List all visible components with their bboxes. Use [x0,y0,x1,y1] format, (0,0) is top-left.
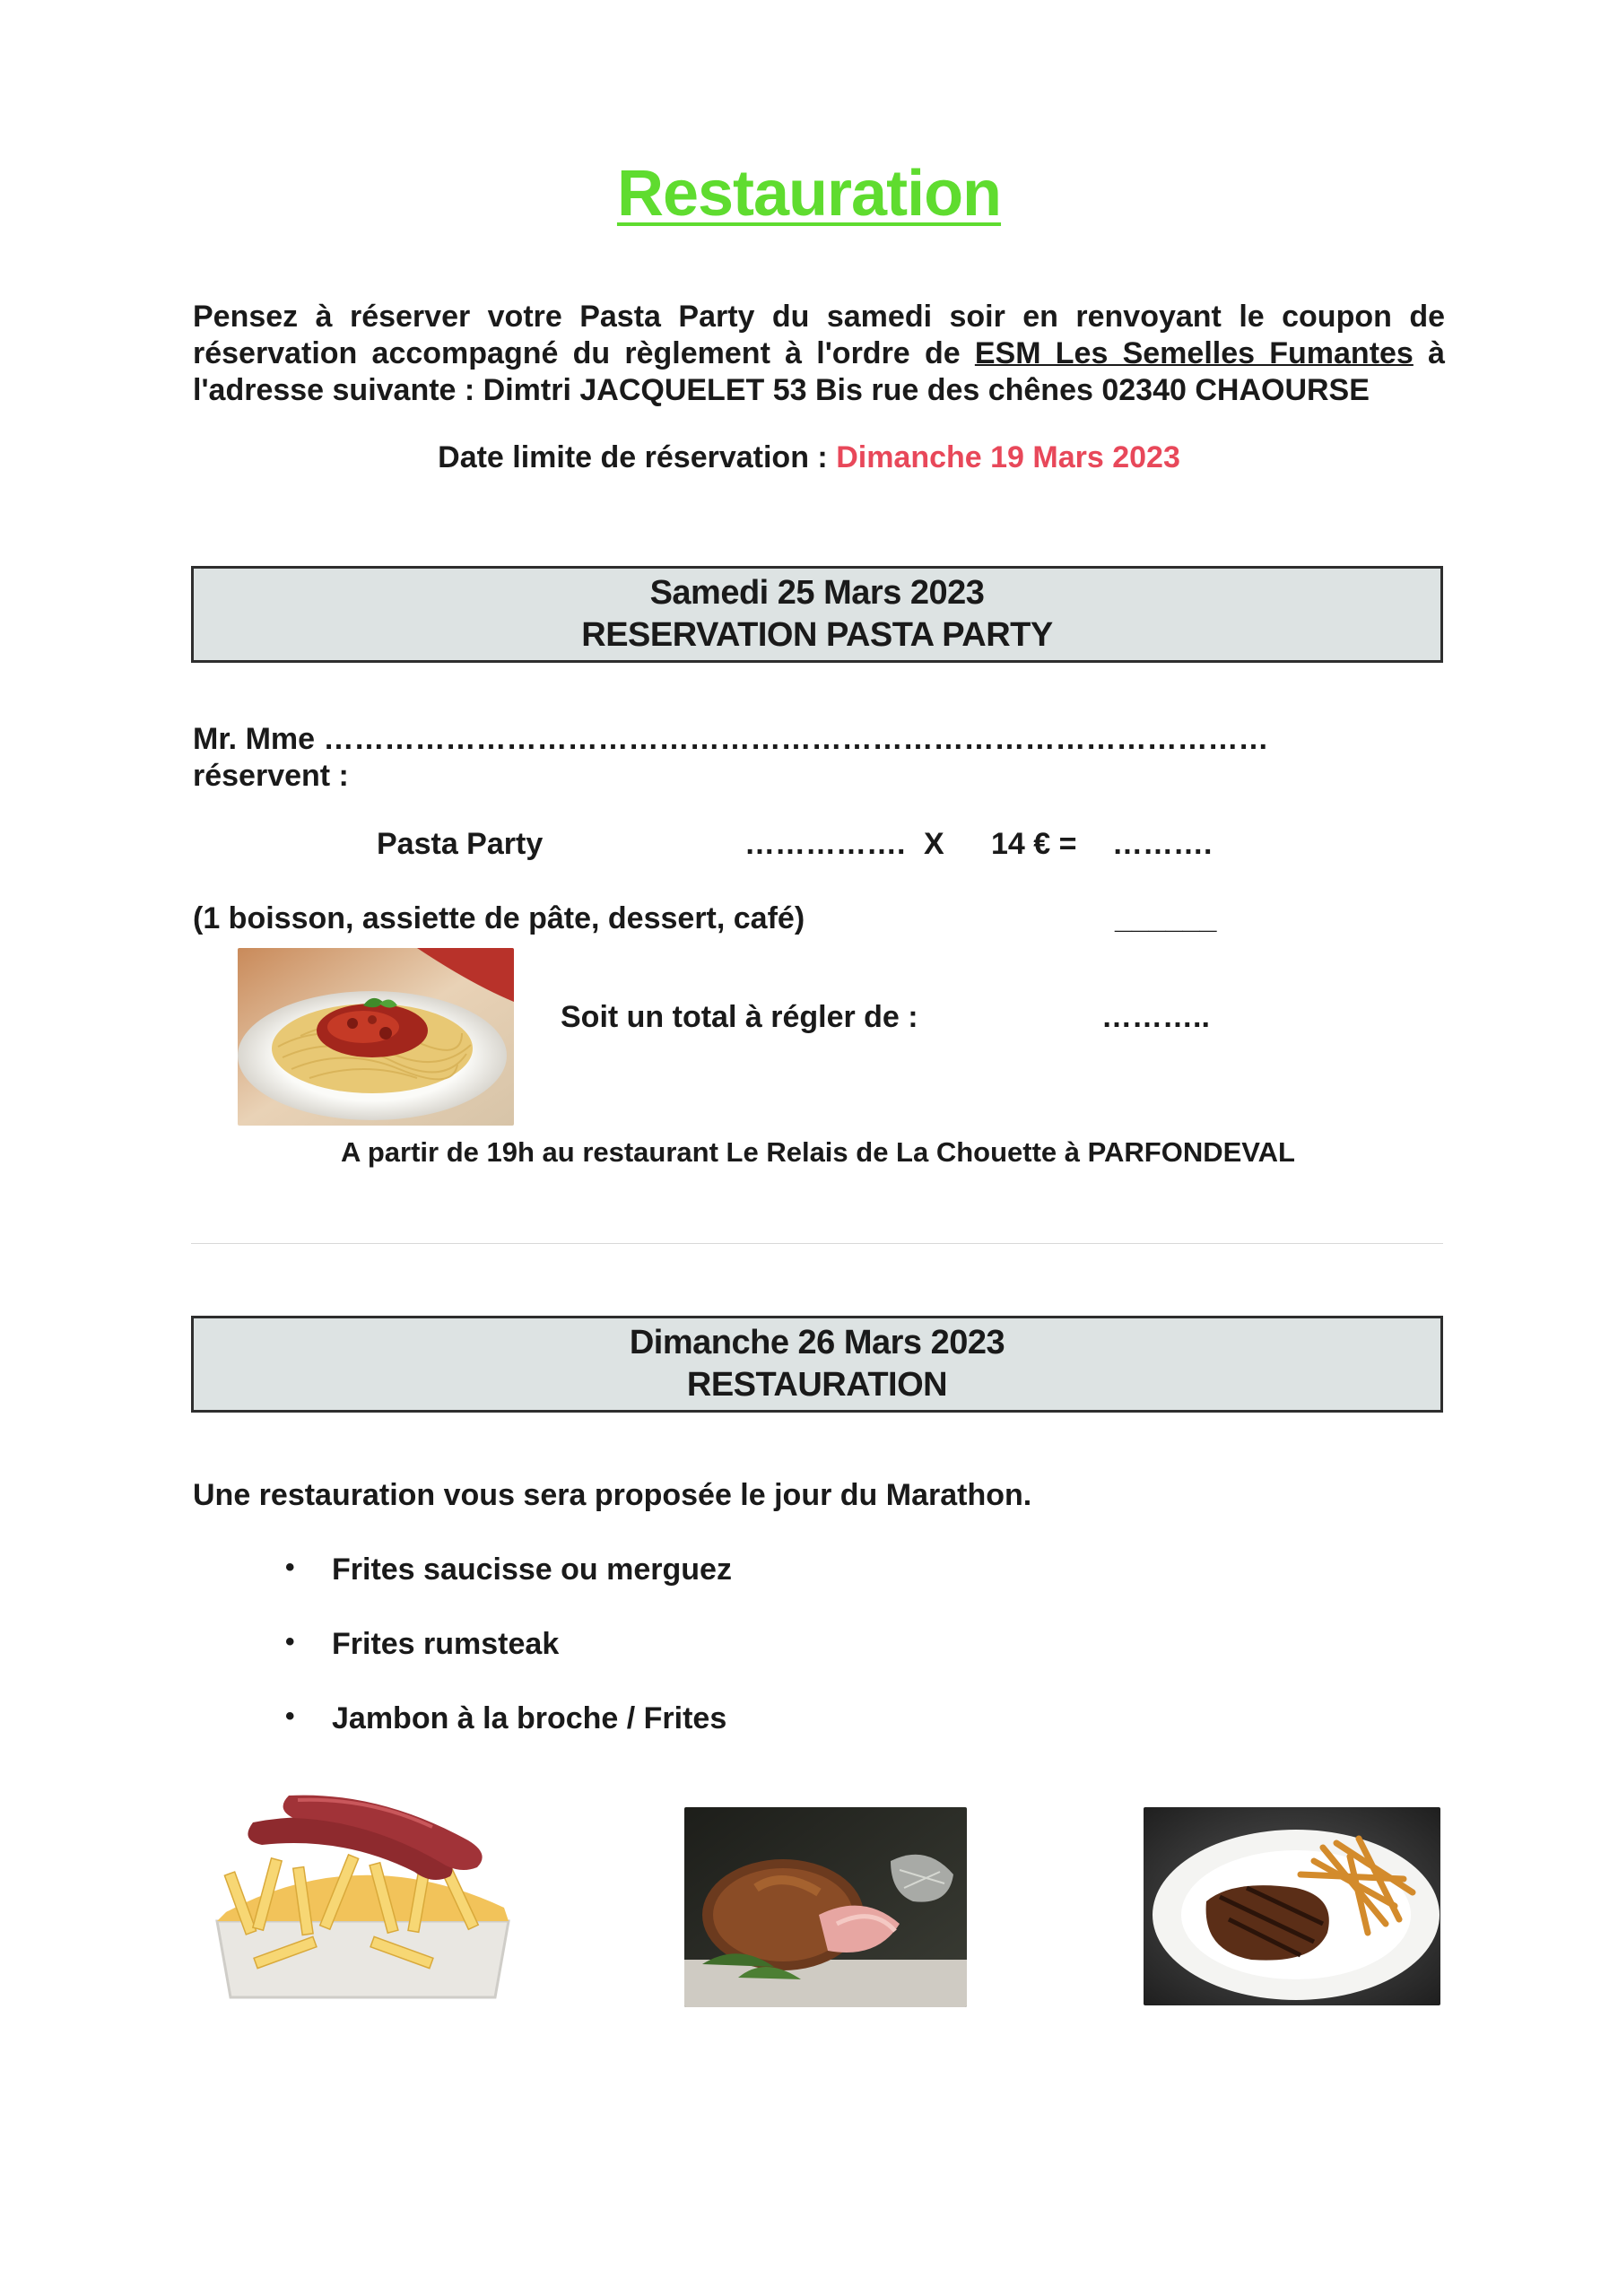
total-label: Soit un total à régler de : [561,1000,918,1034]
total-blank[interactable]: ……….. [1101,1000,1210,1034]
bullet-icon: • [285,1627,295,1657]
menu-item [285,1627,732,1701]
intro-paragraph [193,299,1445,409]
section-divider [191,1243,1443,1244]
page-title: Restauration [616,158,1002,230]
event-location: A partir de 19h au restaurant Le Relais de La Chouette à PARFONDEVAL [341,1136,1295,1168]
deadline-date: Dimanche 19 Mars 2023 [836,440,1180,474]
reserve-label: réservent : [193,759,349,793]
pasta-photo [238,948,514,1126]
deadline-label: Date limite de réservation : [438,440,837,474]
saturday-heading: RESERVATION PASTA PARTY [581,616,1053,654]
food-menu-list [285,1552,732,1776]
quantity-blank[interactable]: ……………. [744,827,906,861]
unit-price: 14 € = [991,827,1077,861]
menu-item-label: Frites saucisse ou merguez [332,1552,732,1587]
saturday-date: Samedi 25 Mars 2023 [649,574,985,612]
intro-text-end: à l'adresse suivante : Dimtri JACQUELET 53 Bis rue des chênes 02340 CHAOURSE [193,336,1446,407]
menu-item [285,1552,732,1627]
saturday-banner [191,566,1443,663]
bullet-icon: • [285,1552,295,1582]
menu-item [285,1701,732,1776]
sunday-banner [191,1316,1443,1413]
menu-item-label: Frites rumsteak [332,1627,560,1661]
ham-photo [684,1807,967,2007]
organization-name: ESM Les Semelles Fumantes [974,336,1414,370]
subtotal-line: ______ [1115,901,1217,935]
name-field-line[interactable]: Mr. Mme ………………………………………………………………………………… [193,722,1269,756]
steak-fries-photo [1144,1807,1440,2005]
bullet-icon: • [285,1701,295,1731]
amount-blank[interactable]: ………. [1112,827,1213,861]
sunday-date: Dimanche 26 Mars 2023 [629,1324,1005,1361]
menu-item-label: Jambon à la broche / Frites [332,1701,727,1735]
item-label: Pasta Party [377,827,544,861]
sunday-intro: Une restauration vous sera proposée le jour du Marathon. [193,1478,1032,1512]
sunday-heading: RESTAURATION [686,1366,948,1404]
fries-sausage-photo [199,1787,526,2006]
multiply-sign: X [924,827,944,861]
item-description: (1 boisson, assiette de pâte, dessert, café) [193,901,805,935]
intro-text-start: Pensez à réserver votre Pasta Party du samedi soir en renvoyant le coupon de réservation accompagné du règlement à l'ordre de [193,300,1445,370]
reservation-deadline [0,440,1618,475]
